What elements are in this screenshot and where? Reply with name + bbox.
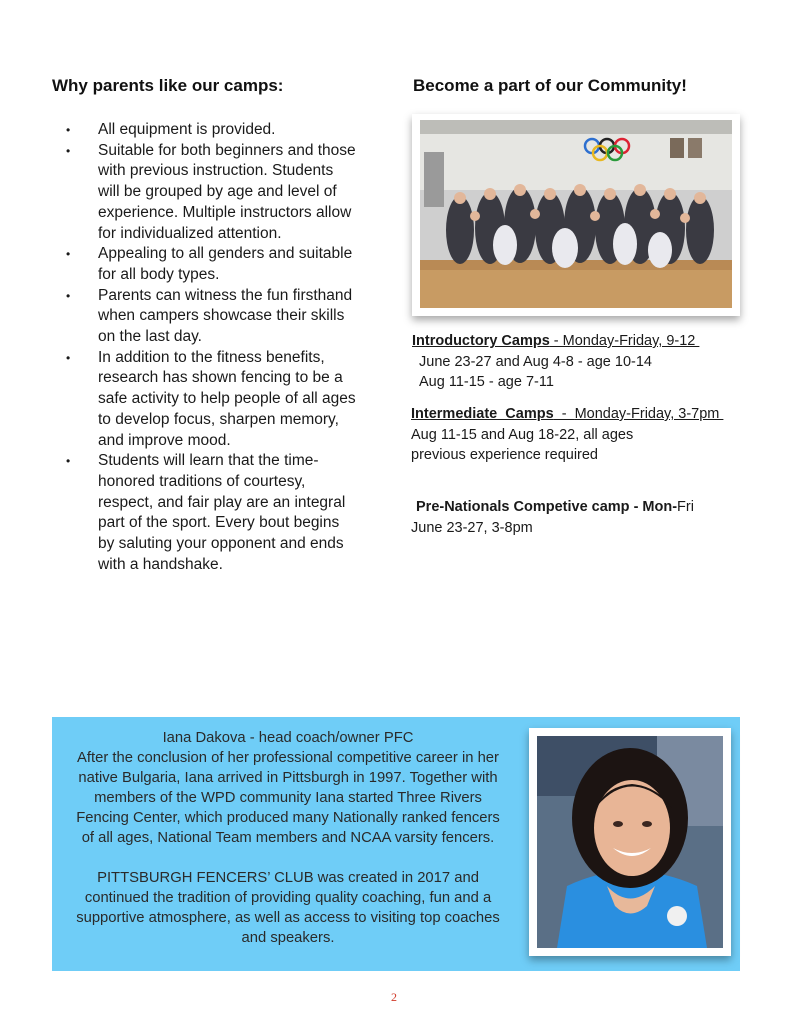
group-photo-frame (412, 114, 740, 316)
list-item: • In addition to the fitness benefits, research has shown fencing to be a safe activity to help people of all ages to develop focus, sharpen memory, and improve mood. (66, 348, 356, 449)
intermediate-camp (411, 404, 751, 466)
left-heading: Why parents like our camps: (52, 76, 284, 95)
bio-line: PITTSBURGH FENCERS’ CLUB was created in 2017 and (97, 870, 479, 886)
bullet-icon: • (66, 123, 71, 137)
coach-photo-frame (529, 728, 731, 956)
intermediate-camp-dash: - (553, 406, 575, 422)
bio-line: of all ages, National Team members and NCAA varsity fencers. (81, 830, 495, 846)
intro-camp-line1: June 23-27 and Aug 4-8 - age 10-14 (419, 353, 652, 370)
intro-camp-line2: Aug 11-15 - age 7-11 (419, 374, 554, 390)
bio-line: native Bulgaria, Iana arrived in Pittsburgh in 1997. Together with (78, 770, 498, 786)
prenationals-camp-title: Pre-Nationals Competive camp - Mon- (416, 499, 678, 515)
bullet-icon: • (66, 350, 71, 365)
coach-bio-text (52, 728, 524, 948)
bio-line: supportive atmosphere, as well as access to visiting top coaches (76, 910, 500, 926)
coach-bio-box (52, 717, 740, 971)
prenationals-camp-title-tail: Fri (677, 499, 694, 515)
bio-line: continued the tradition of providing quality coaching, fun and a (84, 890, 492, 906)
list-item: • Parents can witness the fun firsthand when campers showcase their skills on the last day. (66, 286, 353, 346)
introductory-camp (412, 331, 742, 393)
coach-photo (537, 736, 723, 948)
bullet-icon: • (66, 247, 71, 262)
intermediate-camp-line2: previous experience required (411, 447, 598, 463)
intermediate-camp-schedule: Monday-Friday, 3-7pm (574, 406, 724, 422)
list-item: • Appealing to all genders and suitable for all body types. (66, 245, 353, 283)
benefits-list (52, 120, 392, 575)
prenationals-camp (411, 497, 751, 538)
bio-line: After the conclusion of her professional competitive career in her (77, 750, 499, 766)
right-heading: Become a part of our Community! (413, 76, 687, 95)
bullet-icon: • (66, 454, 71, 469)
intermediate-camp-title: Intermediate Camps (411, 406, 554, 422)
prenationals-camp-line1: June 23-27, 3-8pm (411, 519, 533, 536)
bio-line: Iana Dakova - head coach/owner PFC (162, 730, 414, 746)
group-photo (420, 120, 732, 308)
list-item: • All equipment is provided. (52, 120, 392, 141)
intro-camp-schedule: - Monday-Friday, 9-12 (549, 333, 700, 349)
bullet-icon: • (66, 143, 71, 158)
bio-line: members of the WPD community Iana started Three Rivers (94, 790, 482, 806)
intro-camp-title: Introductory Camps (412, 333, 550, 349)
intermediate-camp-line1: Aug 11-15 and Aug 18-22, all ages (411, 426, 634, 443)
list-item: • Students will learn that the time- honored traditions of courtesy, respect, and fair play are an integral part of the sport. Every bout begins by saluting your opponent and ends with a handshake. (66, 452, 346, 573)
bullet-icon: • (66, 288, 71, 303)
bio-line: and speakers. (241, 930, 335, 946)
page-number: 2 (391, 990, 397, 1004)
list-item: • Suitable for both beginners and those with previous instruction. Students will be grouped by age and level of experience. Multiple instructors allow for individualized attention. (66, 141, 356, 242)
bio-line: Fencing Center, which produced many Nationally ranked fencers (76, 810, 500, 826)
